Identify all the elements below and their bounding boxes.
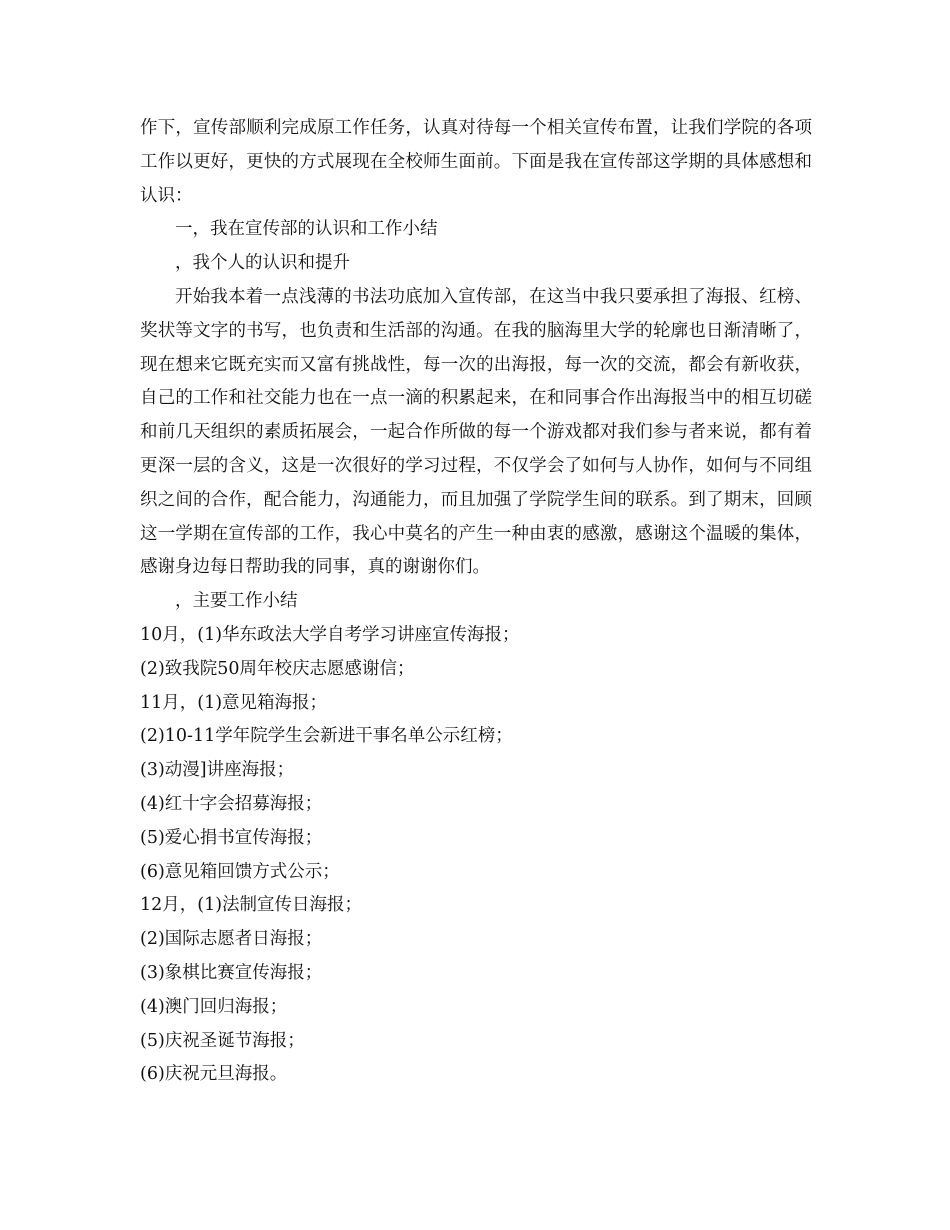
list-item: (5)爱心捐书宣传海报； [140, 827, 323, 848]
list-item: (2)国际志愿者日海报； [140, 929, 323, 950]
list-item: (6)庆祝元旦海报。 [140, 1064, 288, 1085]
list-item: (2)致我院50周年校庆志愿感谢信； [140, 658, 415, 679]
list-item: (4)红十字会招募海报； [140, 793, 323, 814]
list-item: (4)澳门回归海报； [140, 996, 288, 1017]
list-item: (6)意见箱回馈方式公示； [140, 861, 340, 882]
list-item: (3)动漫]讲座海报； [140, 760, 295, 781]
list-item: 11月，(1)意见箱海报； [140, 692, 328, 713]
list-item: 10月，(1)华东政法大学自考学习讲座宣传海报； [140, 624, 520, 645]
list-item: (5)庆祝圣诞节海报； [140, 1030, 305, 1051]
section-heading-1: 一，我在宣传部的认识和工作小结 [175, 219, 438, 240]
paragraph-intro: 作下，宣传部顺利完成原工作任务，认真对待每一个相关宣传布置，让我们学院的各项工作以更好，更快的方式展现在全校师生面前。下面是我在宣传部这学期的具体感想和认识： [140, 118, 812, 206]
list-item: (2)10-11学年院学生会新进干事名单公示红榜； [140, 726, 513, 747]
paragraph-personal-reflection: 开始我本着一点浅薄的书法功底加入宣传部，在这当中我只要承担了海报、红榜、奖状等文字的书写，也负责和生活部的沟通。在我的脑海里大学的轮廓也日渐清晰了，现在想来它既充实而又富有挑战性，每一次的出海报，每一次的交流，都会有新收获，自己的工作和社交能力也在一点一滴的积累起来，在和同事合作出海报当中的相互切磋和前几天组织的素质拓展会，一起合作所做的每一个游戏都对我们参与者来说，都有着更深一层的含义，这是一次很好的学习过程，不仅学会了如何与人协作，如何与不同组织之间的合作，配合能力，沟通能力，而且加强了学院学生间的联系。到了期末，回顾这一学期在宣传部的工作，我心中莫名的产生一种由衷的感激，感谢这个温暖的集体，感谢身边每日帮助我的同事，真的谢谢你们。 [140, 286, 812, 578]
subsection-heading-work-summary: ，主要工作小结 [175, 591, 298, 612]
list-item: (3)象棋比赛宣传海报； [140, 962, 323, 983]
subsection-heading-personal: ，我个人的认识和提升 [175, 253, 350, 274]
document-body [140, 112, 812, 1092]
list-item: 12月，(1)法制宣传日海报； [140, 895, 363, 916]
